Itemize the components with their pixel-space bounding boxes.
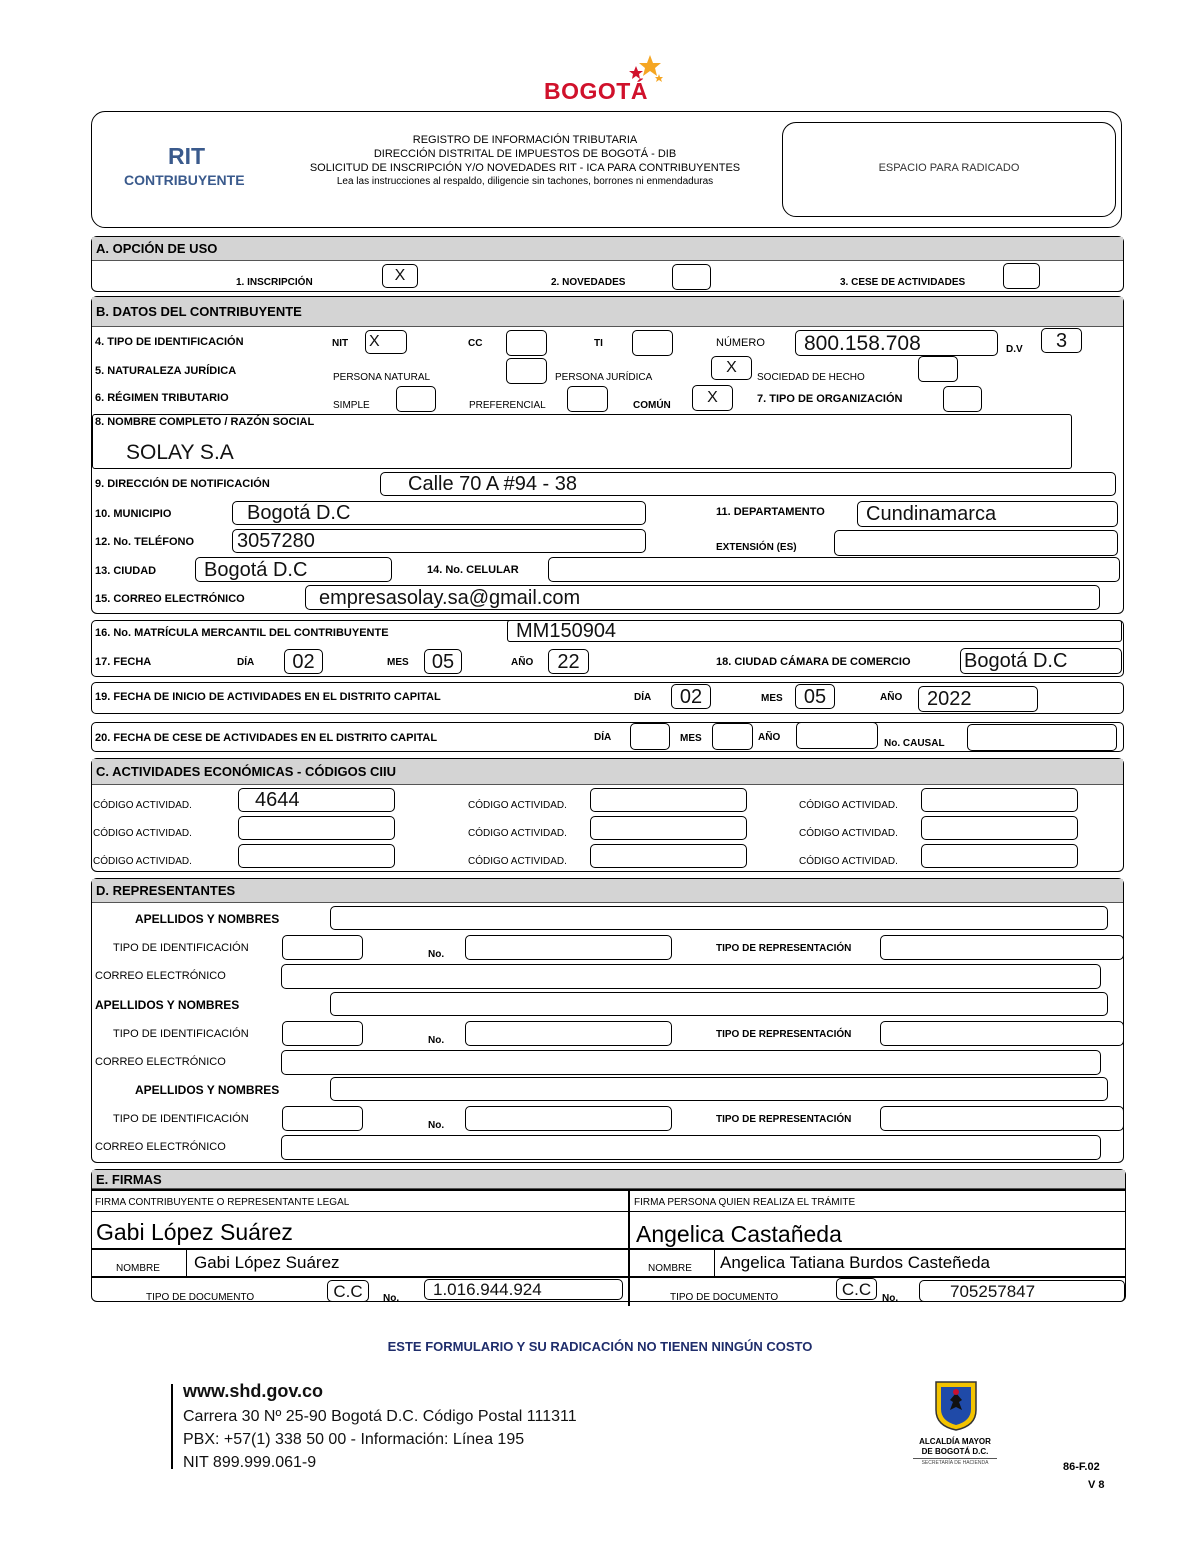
free-notice: ESTE FORMULARIO Y SU RADICACIÓN NO TIENEN NINGÚN COSTO [387, 1339, 813, 1354]
simple-label: SIMPLE [333, 400, 370, 411]
f19-anio-input[interactable]: 2022 [918, 686, 1038, 712]
section-a-title: A. OPCIÓN DE USO [92, 237, 1123, 261]
f19-dia-label: DÍA [634, 692, 652, 703]
nombre2-value[interactable]: Angelica Tatiana Burdos Casteñeda [720, 1253, 990, 1272]
numero-label: NÚMERO [716, 337, 765, 349]
f9-label: 9. DIRECCIÓN DE NOTIFICACIÓN [95, 478, 270, 490]
form-number: 86-F.02 [1063, 1461, 1100, 1473]
codigo-actividad-label: CÓDIGO ACTIVIDAD. [93, 856, 192, 867]
matricula-input[interactable]: MM150904 [507, 620, 1122, 642]
rep-apellidos-label: APELLIDOS Y NOMBRES [135, 1083, 280, 1097]
section-d-title: D. REPRESENTANTES [92, 879, 1123, 903]
alcaldia-logo [910, 1380, 1000, 1475]
codigo-actividad-input[interactable] [921, 816, 1078, 840]
preferencial-box[interactable] [567, 386, 608, 412]
tipo-doc2-input[interactable]: C.C [836, 1278, 877, 1300]
camara-input[interactable]: Bogotá D.C [960, 648, 1122, 674]
firma1-label: FIRMA CONTRIBUYENTE O REPRESENTANTE LEGAL [95, 1197, 350, 1208]
firma2-signature[interactable]: Angelica Castañeda [636, 1221, 842, 1247]
tipo-doc1-input[interactable]: C.C [327, 1280, 369, 1302]
sig-label-line [91, 1211, 1126, 1212]
nombre1-label: NOMBRE [116, 1263, 160, 1274]
title-line-2: DIRECCIÓN DISTRITAL DE IMPUESTOS DE BOGOTÁ - DIB [373, 148, 677, 160]
f13-label: 13. CIUDAD [95, 565, 157, 577]
departamento-input[interactable]: Cundinamarca [857, 501, 1118, 527]
codigo-actividad-input[interactable] [238, 844, 395, 868]
codigo-actividad-label: CÓDIGO ACTIVIDAD. [93, 828, 192, 839]
alcaldia-text-1: ALCALDÍA MAYOR [919, 1437, 991, 1446]
rep-tipo-id-label: TIPO DE IDENTIFICACIÓN [113, 942, 249, 954]
f15-label: 15. CORREO ELECTRÓNICO [95, 593, 245, 605]
f11-label: 11. DEPARTAMENTO [716, 506, 825, 518]
codigo-actividad-input[interactable] [590, 844, 747, 868]
codigo-actividad-label: CÓDIGO ACTIVIDAD. [799, 828, 898, 839]
opt-inscripcion-box[interactable]: X [382, 264, 418, 288]
f20-anio-label: AÑO [758, 732, 781, 743]
nombre2-label: NOMBRE [648, 1263, 692, 1274]
nombre1-value[interactable]: Gabi López Suárez [194, 1253, 340, 1272]
no1-label: No. [383, 1293, 400, 1304]
title-line-1: REGISTRO DE INFORMACIÓN TRIBUTARIA [412, 134, 638, 146]
f5-label: 5. NATURALEZA JURÍDICA [95, 365, 237, 377]
f7-label: 7. TIPO DE ORGANIZACIÓN [757, 393, 903, 405]
no2-label: No. [882, 1293, 899, 1304]
numero-input[interactable]: 800.158.708 [795, 330, 998, 356]
causal-input[interactable] [967, 724, 1117, 751]
hecho-box[interactable] [918, 356, 958, 382]
telefono-input[interactable]: 3057280 [232, 529, 646, 553]
f20-anio-input[interactable] [796, 722, 878, 749]
nit-label: NIT [332, 338, 349, 349]
rep-tipo-rep-input[interactable] [880, 1021, 1124, 1046]
rep-tipo-rep-label: TIPO DE REPRESENTACIÓN [716, 1114, 852, 1125]
codigo-actividad-label: CÓDIGO ACTIVIDAD. [799, 800, 898, 811]
rep-no-label: No. [428, 949, 445, 960]
title-line-3: SOLICITUD DE INSCRIPCIÓN Y/O NOVEDADES RIT - ICA PARA CONTRIBUYENTES [309, 162, 741, 174]
f20-mes-input[interactable] [712, 723, 753, 750]
nit-box[interactable]: X [365, 330, 407, 354]
simple-box[interactable] [396, 386, 436, 412]
dv-label: D.V [1006, 344, 1023, 355]
f20-dia-input[interactable] [630, 723, 670, 750]
correo-input[interactable]: empresasolay.sa@gmail.com [305, 585, 1100, 610]
ciudad-input[interactable]: Bogotá D.C [195, 557, 392, 582]
razon-social-input[interactable]: SOLAY S.A [92, 414, 1072, 469]
nombre2-sep [714, 1248, 715, 1276]
rep-no-input[interactable] [465, 1106, 672, 1131]
f20-mes-label: MES [680, 733, 702, 744]
secretaria-text: SECRETARÍA DE HACIENDA [921, 1460, 989, 1466]
section-b-title: B. DATOS DEL CONTRIBUYENTE [92, 297, 1123, 327]
ti-label: TI [594, 338, 603, 349]
opt-novedades-label: 2. NOVEDADES [551, 277, 626, 288]
section-c-title: C. ACTIVIDADES ECONÓMICAS - CÓDIGOS CIIU [92, 759, 1123, 785]
form-version: V 8 [1088, 1479, 1105, 1491]
municipio-input[interactable]: Bogotá D.C [232, 501, 646, 525]
alcaldia-divider [913, 1458, 997, 1459]
rep-correo-input[interactable] [281, 1135, 1101, 1160]
codigo-actividad-input[interactable] [921, 844, 1078, 868]
rep-no-input[interactable] [465, 1021, 672, 1046]
cc-label: CC [468, 338, 483, 349]
f17-anio-input[interactable]: 22 [548, 649, 589, 674]
brand-text: BOGOTÁ [544, 78, 648, 104]
rep-correo-input[interactable] [281, 1050, 1101, 1075]
celular-input[interactable] [548, 557, 1120, 582]
juridica-label: PERSONA JURÍDICA [555, 372, 653, 383]
f17-anio-label: AÑO [511, 657, 534, 668]
codigo-actividad-label: CÓDIGO ACTIVIDAD. [799, 856, 898, 867]
codigo-actividad-input[interactable] [238, 816, 395, 840]
rep-tipo-id-label: TIPO DE IDENTIFICACIÓN [113, 1113, 249, 1125]
rep-no-input[interactable] [465, 935, 672, 960]
f17-mes-label: MES [387, 657, 409, 668]
footer-nit: NIT 899.999.061-9 [183, 1454, 317, 1471]
form-subtitle: CONTRIBUYENTE [124, 172, 245, 188]
firma1-signature[interactable]: Gabi López Suárez [96, 1219, 293, 1245]
rep-apellidos-input[interactable] [330, 906, 1108, 930]
form-code: RIT [168, 143, 206, 169]
rep-correo-label: CORREO ELECTRÓNICO [95, 1141, 226, 1153]
f19-label: 19. FECHA DE INICIO DE ACTIVIDADES EN EL DISTRITO CAPITAL [95, 691, 441, 703]
sig-name-line [91, 1248, 1126, 1250]
preferencial-label: PREFERENCIAL [469, 400, 546, 411]
extension-label: EXTENSIÓN (ES) [716, 542, 797, 553]
f20-dia-label: DÍA [594, 732, 612, 743]
f6-label: 6. RÉGIMEN TRIBUTARIO [95, 392, 229, 404]
rep-tipo-id-input[interactable] [282, 1021, 363, 1046]
codigo-actividad-input[interactable] [590, 816, 747, 840]
f16-label: 16. No. MATRÍCULA MERCANTIL DEL CONTRIBUYENTE [95, 627, 389, 639]
signature-top-line [91, 1189, 1126, 1191]
rep-no-label: No. [428, 1120, 445, 1131]
title-line-4: Lea las instrucciones al respaldo, diligencie sin tachones, borrones ni enmendaduras [336, 176, 714, 187]
hecho-label: SOCIEDAD DE HECHO [757, 372, 865, 383]
rep-apellidos-input[interactable] [330, 992, 1108, 1016]
rep-apellidos-input[interactable] [330, 1077, 1108, 1101]
rep-correo-label: CORREO ELECTRÓNICO [95, 1056, 226, 1068]
f17-dia-input[interactable]: 02 [284, 649, 323, 674]
rep-tipo-rep-input[interactable] [880, 935, 1124, 960]
firma2-label: FIRMA PERSONA QUIEN REALIZA EL TRÁMITE [634, 1197, 856, 1208]
f17-label: 17. FECHA [95, 656, 152, 668]
rep-tipo-id-input[interactable] [282, 935, 363, 960]
f20-label: 20. FECHA DE CESE DE ACTIVIDADES EN EL DISTRITO CAPITAL [95, 732, 438, 744]
footer-web[interactable]: www.shd.gov.co [183, 1381, 324, 1401]
nombre1-sep [186, 1248, 187, 1276]
f19-mes-label: MES [761, 693, 783, 704]
rep-apellidos-label: APELLIDOS Y NOMBRES [95, 998, 240, 1012]
form-title [280, 133, 770, 189]
cc-box[interactable] [506, 330, 547, 356]
opt-cese-label: 3. CESE DE ACTIVIDADES [840, 277, 966, 288]
coat-of-arms-icon [932, 1380, 980, 1432]
rep-tipo-rep-input[interactable] [880, 1106, 1124, 1131]
codigo-actividad-input[interactable]: 4644 [238, 788, 395, 812]
footer-address: Carrera 30 Nº 25-90 Bogotá D.C. Código Postal 111311 [183, 1408, 577, 1425]
opt-novedades-box[interactable] [672, 264, 711, 290]
rep-correo-input[interactable] [281, 964, 1101, 989]
rep-tipo-rep-label: TIPO DE REPRESENTACIÓN [716, 943, 852, 954]
natural-box[interactable] [506, 358, 547, 384]
dv-input[interactable]: 3 [1041, 328, 1082, 353]
direccion-input[interactable]: Calle 70 A #94 - 38 [380, 472, 1116, 496]
causal-label: No. CAUSAL [884, 738, 945, 749]
radicado-label: ESPACIO PARA RADICADO [878, 162, 1020, 174]
tipo-doc2-label: TIPO DE DOCUMENTO [670, 1292, 779, 1303]
rep-apellidos-label: APELLIDOS Y NOMBRES [135, 912, 280, 926]
codigo-actividad-label: CÓDIGO ACTIVIDAD. [468, 828, 567, 839]
codigo-actividad-label: CÓDIGO ACTIVIDAD. [468, 856, 567, 867]
codigo-actividad-label: CÓDIGO ACTIVIDAD. [93, 800, 192, 811]
f4-label: 4. TIPO DE IDENTIFICACIÓN [95, 336, 244, 348]
opt-cese-box[interactable] [1003, 263, 1040, 289]
rep-correo-label: CORREO ELECTRÓNICO [95, 970, 226, 982]
codigo-actividad-input[interactable] [590, 788, 747, 812]
juridica-box[interactable]: X [711, 356, 752, 380]
codigo-actividad-label: CÓDIGO ACTIVIDAD. [468, 800, 567, 811]
organizacion-box[interactable] [943, 386, 982, 412]
rep-tipo-id-label: TIPO DE IDENTIFICACIÓN [113, 1028, 249, 1040]
tipo-doc1-label: TIPO DE DOCUMENTO [146, 1292, 255, 1303]
section-e-title: E. FIRMAS [92, 1170, 1125, 1189]
f17-dia-label: DÍA [237, 657, 255, 668]
doc1-input[interactable]: 1.016.944.924 [424, 1279, 623, 1300]
rep-tipo-rep-label: TIPO DE REPRESENTACIÓN [716, 1029, 852, 1040]
footer-bar [171, 1384, 173, 1469]
f10-label: 10. MUNICIPIO [95, 508, 172, 520]
f19-mes-input[interactable]: 05 [795, 684, 835, 709]
ti-box[interactable] [632, 330, 673, 356]
f8-label-over: 8. NOMBRE COMPLETO / RAZÓN SOCIAL [95, 416, 315, 428]
f12-label: 12. No. TELÉFONO [95, 536, 195, 548]
f14-label: 14. No. CELULAR [427, 564, 519, 576]
f17-mes-input[interactable]: 05 [424, 649, 462, 674]
opt-inscripcion-label: 1. INSCRIPCIÓN [236, 277, 313, 288]
comun-label: COMÚN [633, 400, 671, 411]
extension-input[interactable] [834, 530, 1118, 556]
f19-dia-input[interactable]: 02 [671, 684, 711, 709]
f18-label: 18. CIUDAD CÁMARA DE COMERCIO [716, 656, 911, 668]
bogota-logo [540, 52, 670, 112]
comun-box[interactable]: X [692, 385, 733, 411]
codigo-actividad-input[interactable] [921, 788, 1078, 812]
sig-doc-line [91, 1276, 1126, 1278]
alcaldia-text-2: DE BOGOTÁ D.C. [921, 1447, 989, 1456]
doc2-input[interactable]: 705257847 [919, 1280, 1125, 1302]
rep-no-label: No. [428, 1035, 445, 1046]
footer-pbx: PBX: +57(1) 338 50 00 - Información: Línea 195 [183, 1431, 525, 1448]
rep-tipo-id-input[interactable] [282, 1106, 363, 1131]
f19-anio-label: AÑO [880, 692, 903, 703]
natural-label: PERSONA NATURAL [333, 372, 431, 383]
